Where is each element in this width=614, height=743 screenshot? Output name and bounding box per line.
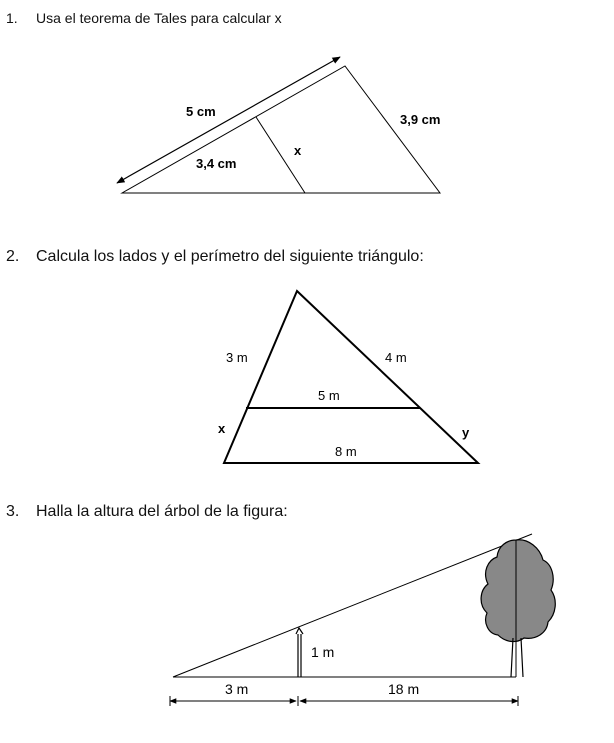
figure-1-label-right: 3,9 cm: [400, 112, 441, 127]
figure-2-label-x: x: [218, 421, 226, 436]
figure-1-label-bottom: 3,4 cm: [196, 156, 237, 171]
figure-1-thales: [117, 57, 440, 193]
figure-2-label-right-top: 4 m: [385, 350, 407, 365]
question-number: 2.: [6, 248, 20, 265]
question-number: 3.: [6, 503, 20, 520]
figure-2-label-base: 8 m: [335, 444, 357, 459]
tree-crown: [481, 540, 555, 642]
tree-trunk: [511, 638, 523, 677]
figure-2-label-left-top: 3 m: [226, 350, 248, 365]
figure-2-triangle: [224, 291, 478, 463]
question-number: 1.: [6, 10, 18, 26]
figure-1-label-top: 5 cm: [186, 104, 216, 119]
figure-1-label-x: x: [294, 143, 302, 158]
figure-3-pole-arrow: [296, 628, 303, 634]
question-text: Halla la altura del árbol de la figura:: [36, 503, 288, 520]
figure-2-outline: [224, 291, 478, 463]
figure-2-label-mid-base: 5 m: [318, 388, 340, 403]
figure-1-triangle: [122, 66, 440, 193]
figure-3-label-short: 3 m: [225, 681, 249, 697]
figure-2-label-y: y: [462, 425, 470, 440]
question-text: Usa el teorema de Tales para calcular x: [36, 10, 282, 26]
figure-3-label-pole: 1 m: [311, 644, 335, 660]
question-text: Calcula los lados y el perímetro del siguiente triángulo:: [36, 248, 424, 265]
figure-3-sight-line: [173, 534, 532, 677]
figure-3-label-long: 18 m: [388, 681, 420, 697]
